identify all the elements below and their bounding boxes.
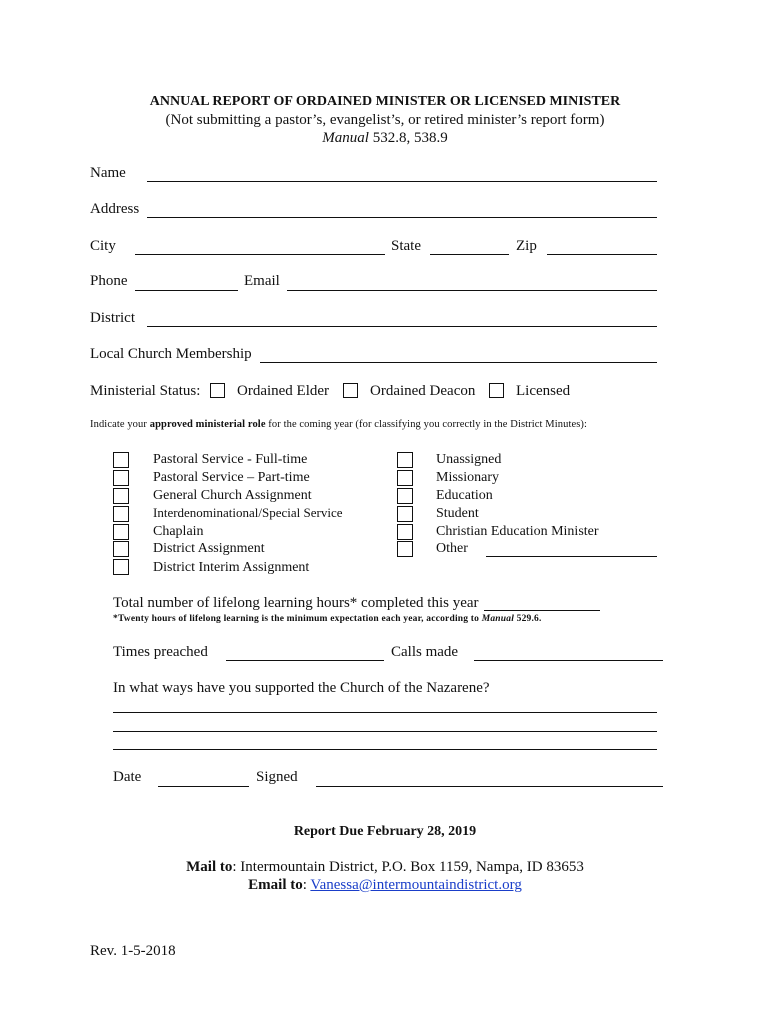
status-checkbox-ordained-elder[interactable] xyxy=(210,383,225,398)
role-checkbox-general-church[interactable] xyxy=(113,488,129,504)
city-label: City xyxy=(90,238,116,254)
other-role-field[interactable] xyxy=(486,556,657,557)
role-label-pastoral-full-time: Pastoral Service - Full-time xyxy=(153,452,308,467)
role-instruction: Indicate your approved ministerial role for the coming year (for classifying you correctly in the District Minutes): xyxy=(90,419,588,430)
calls-made-field[interactable] xyxy=(474,660,663,661)
state-field[interactable] xyxy=(430,254,509,255)
address-field[interactable] xyxy=(147,217,657,218)
revision-date: Rev. 1-5-2018 xyxy=(90,943,176,959)
status-checkbox-ordained-deacon[interactable] xyxy=(343,383,358,398)
role-checkbox-unassigned[interactable] xyxy=(397,452,413,468)
manual-reference: Manual 532.8, 538.9 xyxy=(322,130,448,146)
signature-field[interactable] xyxy=(316,786,663,787)
times-preached-label: Times preached xyxy=(113,644,208,660)
role-label-unassigned: Unassigned xyxy=(436,452,502,467)
mail-to: Mail to: Intermountain District, P.O. Box 1159, Nampa, ID 83653 xyxy=(186,859,584,875)
status-label-licensed: Licensed xyxy=(516,383,571,399)
times-preached-field[interactable] xyxy=(226,660,384,661)
date-label: Date xyxy=(113,769,142,785)
role-checkbox-other[interactable] xyxy=(397,541,413,557)
name-field[interactable] xyxy=(147,181,657,182)
calls-made-label: Calls made xyxy=(391,644,459,660)
zip-label: Zip xyxy=(516,238,537,254)
role-label-other: Other xyxy=(436,541,468,556)
report-due: Report Due February 28, 2019 xyxy=(293,824,477,839)
form-title: ANNUAL REPORT OF ORDAINED MINISTER OR LICENSED MINISTER xyxy=(149,94,621,109)
phone-label: Phone xyxy=(90,273,128,289)
status-label-ordained-deacon: Ordained Deacon xyxy=(370,383,476,399)
support-answer-line-3[interactable] xyxy=(113,749,657,750)
role-checkbox-district-assignment[interactable] xyxy=(113,541,129,557)
role-checkbox-education[interactable] xyxy=(397,488,413,504)
support-answer-line-2[interactable] xyxy=(113,731,657,732)
district-field[interactable] xyxy=(147,326,657,327)
role-label-interdenominational: Interdenominational/Special Service xyxy=(153,505,343,520)
local-church-label: Local Church Membership xyxy=(90,346,252,362)
status-checkbox-licensed[interactable] xyxy=(489,383,504,398)
role-checkbox-student[interactable] xyxy=(397,506,413,522)
role-checkbox-christian-education[interactable] xyxy=(397,524,413,540)
form-subtitle: (Not submitting a pastor’s, evangelist’s, or retired minister’s report form) xyxy=(165,112,605,128)
learning-hours-label: Total number of lifelong learning hours* completed this year xyxy=(113,595,479,611)
role-label-chaplain: Chaplain xyxy=(153,524,204,539)
ministerial-status-label: Ministerial Status: xyxy=(90,383,201,399)
role-label-district-assignment: District Assignment xyxy=(153,541,265,556)
email-field[interactable] xyxy=(287,290,657,291)
city-field[interactable] xyxy=(135,254,385,255)
support-answer-line-1[interactable] xyxy=(113,712,657,713)
role-checkbox-missionary[interactable] xyxy=(397,470,413,486)
email-link[interactable]: Vanessa@intermountaindistrict.org xyxy=(310,877,522,893)
zip-field[interactable] xyxy=(547,254,657,255)
learning-hours-field[interactable] xyxy=(484,610,600,611)
role-checkbox-pastoral-part-time[interactable] xyxy=(113,470,129,486)
state-label: State xyxy=(391,238,421,254)
email-label: Email xyxy=(244,273,280,289)
role-checkbox-chaplain[interactable] xyxy=(113,524,129,540)
name-label: Name xyxy=(90,165,126,181)
role-checkbox-pastoral-full-time[interactable] xyxy=(113,452,129,468)
role-label-student: Student xyxy=(436,506,479,521)
signed-label: Signed xyxy=(256,769,298,785)
role-label-district-interim: District Interim Assignment xyxy=(153,560,310,575)
email-to: Email to: Vanessa@intermountaindistrict.org xyxy=(248,877,522,893)
role-label-missionary: Missionary xyxy=(436,470,499,485)
role-label-general-church: General Church Assignment xyxy=(153,488,312,503)
date-field[interactable] xyxy=(158,786,249,787)
role-label-christian-education: Christian Education Minister xyxy=(436,524,599,539)
district-label: District xyxy=(90,310,135,326)
status-label-ordained-elder: Ordained Elder xyxy=(237,383,330,399)
local-church-field[interactable] xyxy=(260,362,657,363)
role-label-education: Education xyxy=(436,488,493,503)
support-question: In what ways have you supported the Church of the Nazarene? xyxy=(113,680,490,696)
role-label-pastoral-part-time: Pastoral Service – Part-time xyxy=(153,470,310,485)
address-label: Address xyxy=(90,201,140,217)
phone-field[interactable] xyxy=(135,290,238,291)
role-checkbox-interdenominational[interactable] xyxy=(113,506,129,522)
role-checkbox-district-interim[interactable] xyxy=(113,559,129,575)
learning-hours-note: *Twenty hours of lifelong learning is the minimum expectation each year, according to Manual 529.6. xyxy=(113,614,542,624)
